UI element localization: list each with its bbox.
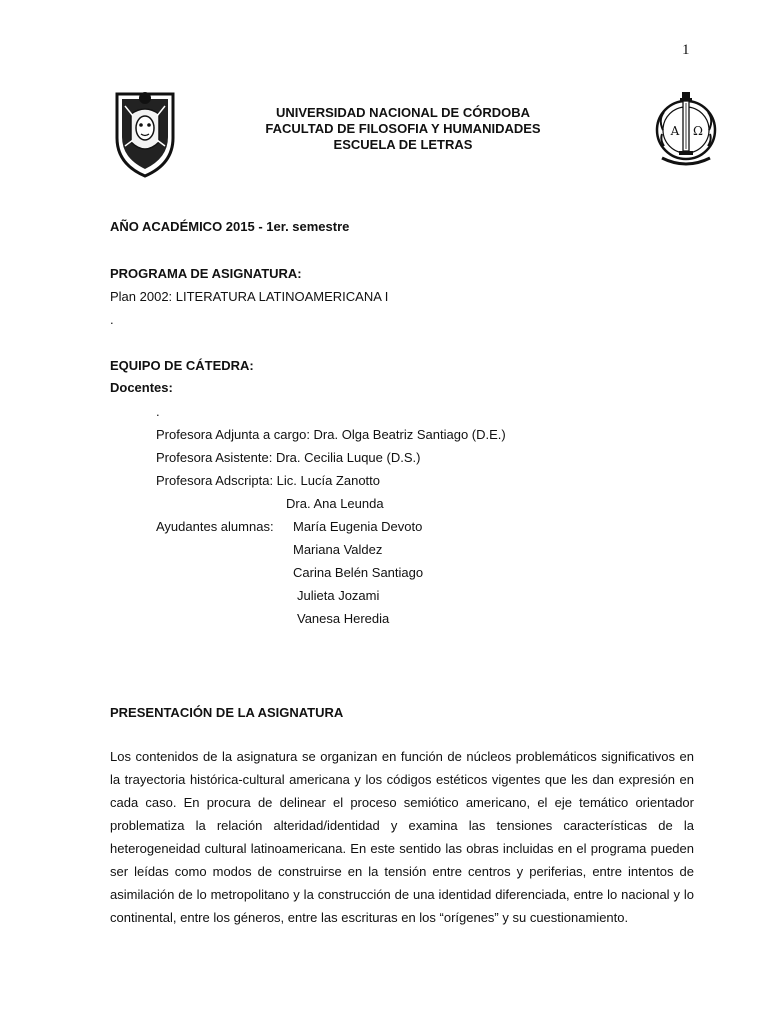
ayudante-name: Mariana Valdez bbox=[293, 542, 383, 557]
ayudantes-label: Ayudantes alumnas: bbox=[156, 519, 274, 534]
team-member: Profesora Adscripta: Lic. Lucía Zanotto bbox=[156, 473, 381, 488]
team-dot: . bbox=[156, 404, 160, 419]
team-member: Profesora Asistente: Dra. Cecilia Luque (D.S.) bbox=[156, 450, 421, 465]
team-member: Profesora Adjunta a cargo: Dra. Olga Beatriz Santiago (D.E.) bbox=[156, 427, 506, 442]
academic-year: AÑO ACADÉMICO 2015 - 1er. semestre bbox=[110, 219, 350, 234]
svg-text:Ω: Ω bbox=[693, 124, 703, 138]
presentation-paragraph: Los contenidos de la asignatura se organizan en función de núcleos problemáticos significativos en la trayectoria histórica-cultural americana y los códigos estéticos vigentes que les dan expresión en cada caso. En procura de delinear el proceso semiótico americano, el eje temático orientador problematiza la relación alteridad/identidad y examina las tensiones características de la heterogeneidad cultural latinoamericana. En este sentido las obras incluidas en el programa pueden ser leídas como modos de construirse en la tensión entre centros y periferias, entre intentos de asimilación de lo metropolitano y la construcción de una identidad diferenciada, entre lo nacional y lo continental, entre los géneros, entre las escrituras en los “orígenes” y su cuestionamiento. bbox=[110, 749, 694, 925]
institution-header bbox=[180, 105, 626, 153]
svg-text:Α: Α bbox=[670, 124, 680, 138]
ayudante-name: María Eugenia Devoto bbox=[293, 519, 423, 534]
ayudante-name: Julieta Jozami bbox=[297, 588, 380, 603]
faculty-name: FACULTAD DE FILOSOFIA Y HUMANIDADES bbox=[265, 121, 541, 136]
school-name: ESCUELA DE LETRAS bbox=[333, 137, 473, 152]
ayudante-name: Vanesa Heredia bbox=[297, 611, 390, 626]
university-name: UNIVERSIDAD NACIONAL DE CÓRDOBA bbox=[276, 105, 530, 120]
program-dot: . bbox=[110, 312, 114, 327]
team-heading: EQUIPO DE CÁTEDRA: bbox=[110, 358, 254, 373]
ayudante-name: Carina Belén Santiago bbox=[293, 565, 424, 580]
unc-crest-icon bbox=[111, 86, 179, 178]
program-heading: PROGRAMA DE ASIGNATURA: bbox=[110, 266, 302, 281]
alpha-omega-seal-icon bbox=[654, 84, 718, 172]
team-member-extra: Dra. Ana Leunda bbox=[286, 496, 384, 511]
program-plan: Plan 2002: LITERATURA LATINOAMERICANA I bbox=[110, 289, 389, 304]
page-number: 1 bbox=[682, 42, 690, 58]
presentation-heading: PRESENTACIÓN DE LA ASIGNATURA bbox=[110, 705, 344, 720]
docentes-label: Docentes: bbox=[110, 380, 173, 395]
